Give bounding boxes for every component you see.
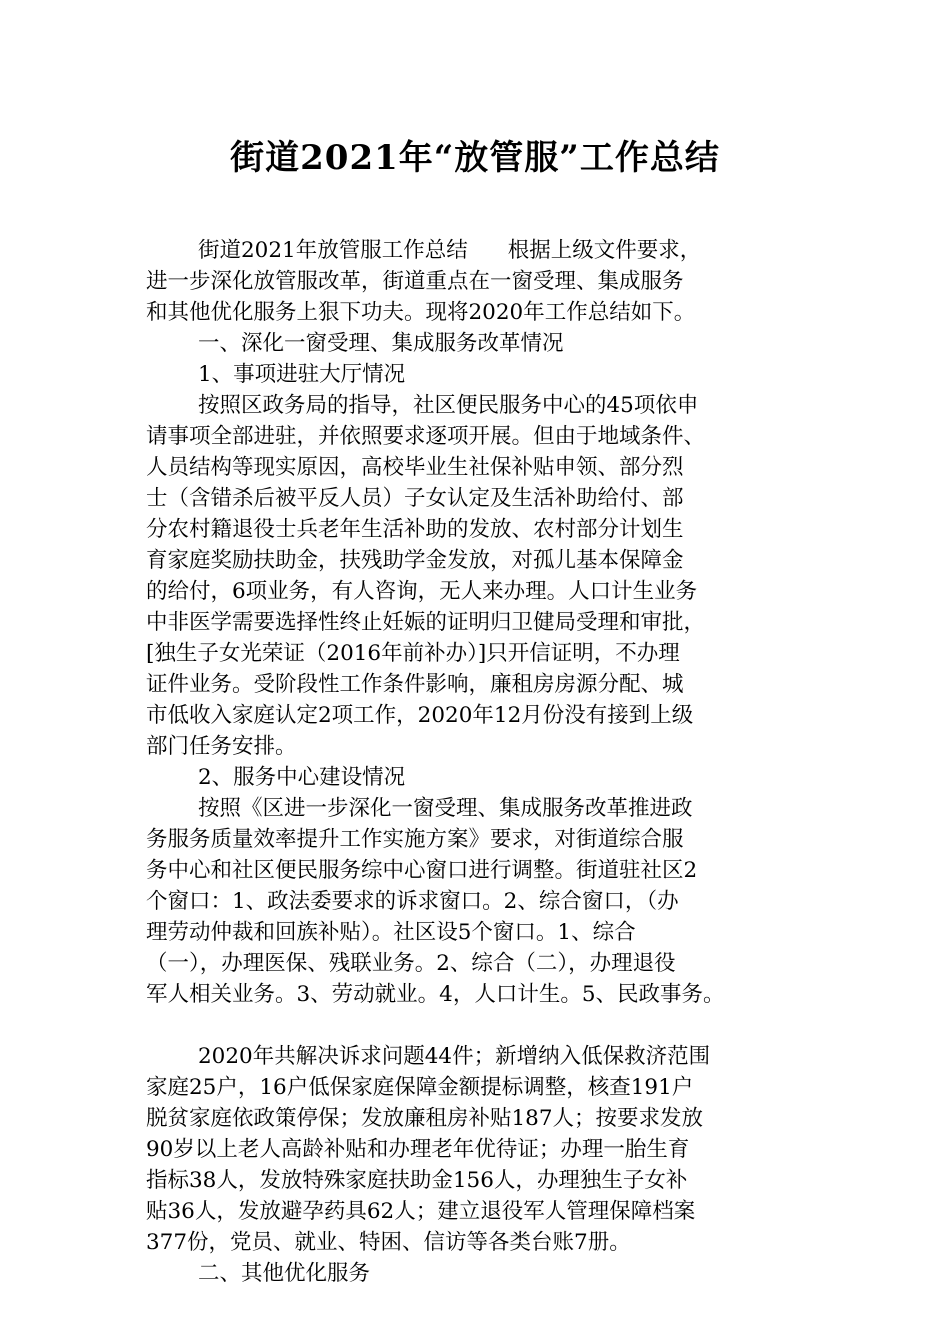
paragraph-line: 士（含错杀后被平反人员）子女认定及生活补助给付、部 <box>146 486 684 511</box>
paragraph-line: 务中心和社区便民服务综中心窗口进行调整。街道驻社区2 <box>146 858 698 883</box>
paragraph-3 <box>146 1041 811 1258</box>
intro-line: 和其他优化服务上狠下功夫。现将2020年工作总结如下。 <box>146 300 696 325</box>
paragraph-line: 按照区政务局的指导，社区便民服务中心的45项依申 <box>198 393 699 418</box>
paragraph-line: （一），办理医保、残联业务。2、综合（二），办理退役 <box>146 951 676 976</box>
intro-line <box>146 235 811 266</box>
paragraph-line: [独生子女光荣证（2016年前补办）]只开信证明，不办理 <box>146 641 680 666</box>
paragraph-line: 家庭25户，16户低保家庭保障金额提标调整，核查191户 <box>146 1075 694 1100</box>
paragraph-line: 理劳动仲裁和回族补贴）。社区设5个窗口。1、综合 <box>146 920 636 945</box>
paragraph-line: 指标38人，发放特殊家庭扶助金156人，办理独生子女补 <box>146 1168 688 1193</box>
intro-lead: 街道2021年放管服工作总结 <box>198 238 468 263</box>
paragraph-line: 育家庭奖励扶助金，扶残助学金发放，对孤儿基本保障金 <box>146 548 684 573</box>
paragraph-line: 的给付，6项业务，有人咨询，无人来办理。人口计生业务 <box>146 579 698 604</box>
section-heading: 一、深化一窗受理、集成服务改革情况 <box>198 331 564 356</box>
paragraph-line: 个窗口：1、政法委要求的诉求窗口。2、综合窗口，（办 <box>146 889 679 914</box>
blank-line <box>146 1010 811 1041</box>
paragraph-line: 人员结构等现实原因，高校毕业生社保补贴申领、部分烈 <box>146 455 684 480</box>
section-heading: 二、其他优化服务 <box>198 1261 371 1286</box>
paragraph-line: 贴36人，发放避孕药具62人；建立退役军人管理保障档案 <box>146 1199 696 1224</box>
paragraph-line: 分农村籍退役士兵老年生活补助的发放、农村部分计划生 <box>146 517 684 542</box>
subsection-heading: 1、事项进驻大厅情况 <box>198 362 406 387</box>
document-body <box>146 235 811 1289</box>
paragraph-line: 脱贫家庭依政策停保；发放廉租房补贴187人；按要求发放 <box>146 1106 704 1131</box>
paragraph-line: 90岁以上老人高龄补贴和办理老年优待证；办理一胎生育 <box>146 1137 690 1162</box>
paragraph-line: 部门任务安排。 <box>146 734 297 759</box>
paragraph-line: 务服务质量效率提升工作实施方案》要求，对街道综合服 <box>146 827 684 852</box>
paragraph-line: 2020年共解决诉求问题44件；新增纳入低保救济范围 <box>198 1044 711 1069</box>
paragraph-line: 市低收入家庭认定2项工作，2020年12月份没有接到上级 <box>146 703 694 728</box>
paragraph-line: 请事项全部进驻，并依照要求逐项开展。但由于地域条件、 <box>146 424 706 449</box>
intro-line: 进一步深化放管服改革，街道重点在一窗受理、集成服务 <box>146 269 684 294</box>
paragraph-line: 证件业务。受阶段性工作条件影响，廉租房房源分配、城 <box>146 672 684 697</box>
intro-lead-rest: 根据上级文件要求， <box>507 238 702 263</box>
paragraph-line: 按照《区进一步深化一窗受理、集成服务改革推进政 <box>198 796 693 821</box>
paragraph-line: 中非医学需要选择性终止妊娠的证明归卫健局受理和审批， <box>146 610 706 635</box>
paragraph-2 <box>146 793 811 1010</box>
paragraph-line: 军人相关业务。3、劳动就业。4，人口计生。5、民政事务。 <box>146 982 725 1007</box>
subsection-heading: 2、服务中心建设情况 <box>198 765 406 790</box>
paragraph-line: 377份，党员、就业、特困、信访等各类台账7册。 <box>146 1230 631 1255</box>
page-title: 街道2021年“放管服”工作总结 <box>230 138 720 178</box>
paragraph-1 <box>146 390 811 762</box>
